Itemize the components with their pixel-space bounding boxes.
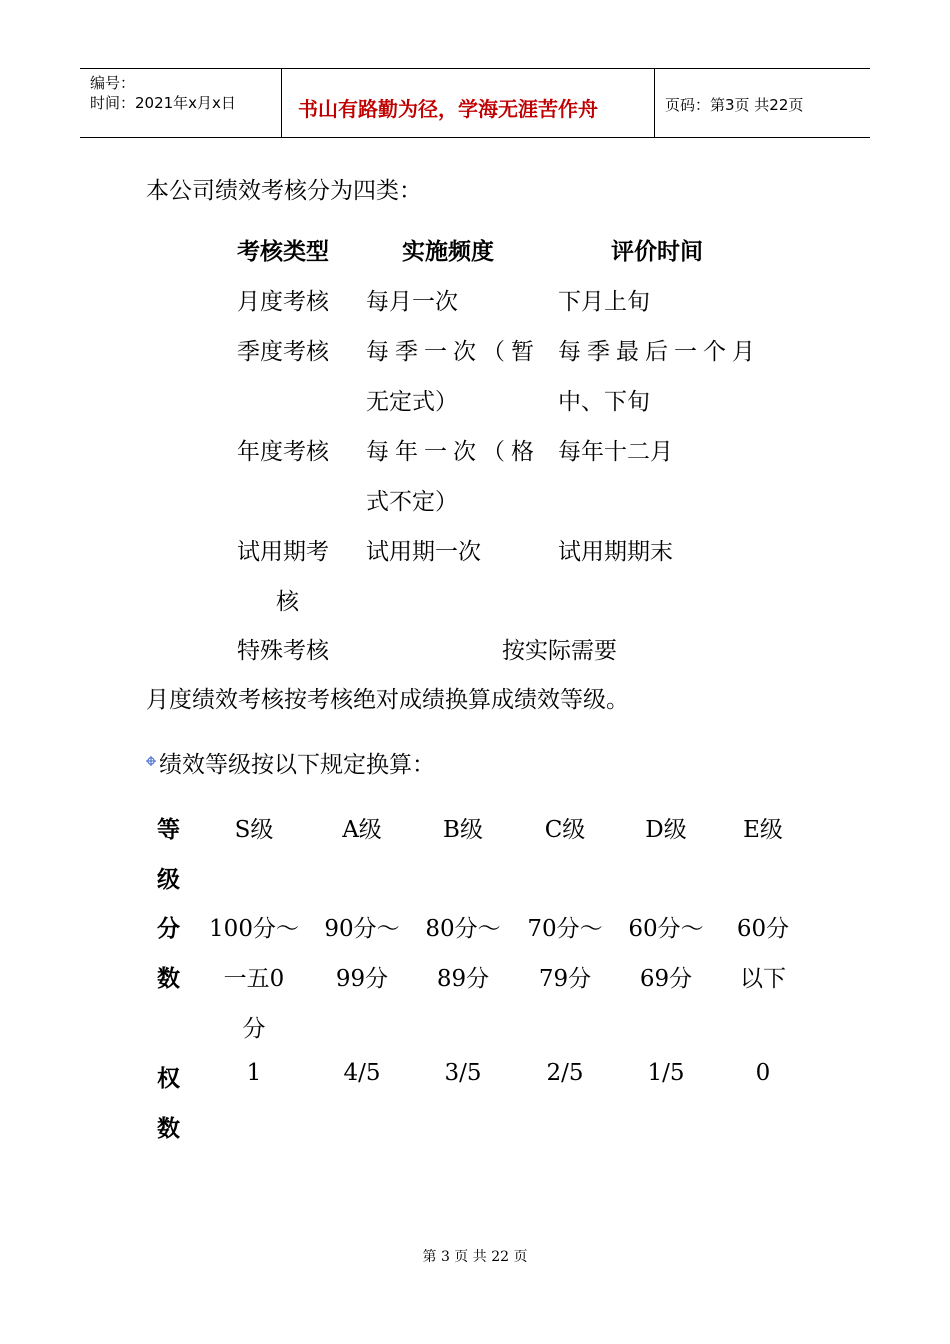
crosshair-bullet-icon <box>146 756 156 766</box>
page-footer: 第 3 页 共 22 页 <box>422 1249 528 1265</box>
score-cell: 分 <box>242 1016 266 1042</box>
grade-cell: A级 <box>342 817 382 843</box>
score-cell: 89分 <box>436 966 490 992</box>
score-cell: 100分～ <box>209 916 299 942</box>
row-frequency: 每年一次（格 <box>366 439 540 465</box>
row-label-score: 分 <box>157 915 180 942</box>
grade-cell: S级 <box>234 817 274 843</box>
row-label-grade: 级 <box>157 866 180 893</box>
row-type: 月度考核 <box>237 289 329 315</box>
row-eval-time: 下月上旬 <box>558 289 650 315</box>
weight-cell: 3/5 <box>444 1060 482 1086</box>
col-header-type: 考核类型 <box>237 238 329 265</box>
weight-cell: 2/5 <box>546 1060 584 1086</box>
header-divider <box>654 69 655 137</box>
row-frequency: 每月一次 <box>366 289 458 315</box>
score-cell: 80分～ <box>425 916 501 942</box>
row-label-weight: 权 <box>157 1065 180 1092</box>
row-type: 特殊考核 <box>237 638 329 664</box>
col-header-frequency: 实施频度 <box>402 238 494 265</box>
score-cell: 69分 <box>639 966 693 992</box>
score-cell: 一五0 <box>223 966 285 992</box>
grade-note: 绩效等级按以下规定换算： <box>159 752 435 778</box>
row-frequency: 每季一次（暂 <box>366 339 540 365</box>
row-frequency: 试用期一次 <box>366 539 481 565</box>
col-header-eval-time: 评价时间 <box>611 238 703 265</box>
monthly-note: 月度绩效考核按考核绝对成绩换算成绩效等级。 <box>146 687 629 713</box>
row-eval-time: 每季最后一个月 <box>558 339 761 365</box>
doc-time-label: 时间：2021年x月x日 <box>90 94 236 112</box>
weight-cell: 4/5 <box>343 1060 381 1086</box>
grade-cell: D级 <box>645 817 687 843</box>
doc-number-label: 编号： <box>90 74 136 92</box>
row-eval-time-cont: 中、下旬 <box>558 389 650 415</box>
row-label-weight: 数 <box>157 1115 180 1142</box>
score-cell: 90分～ <box>324 916 400 942</box>
intro-text: 本公司绩效考核分为四类： <box>146 178 422 204</box>
score-cell: 70分～ <box>527 916 603 942</box>
page-header <box>80 68 870 138</box>
weight-cell: 1/5 <box>647 1060 685 1086</box>
row-label-score: 数 <box>157 965 180 992</box>
header-motto: 书山有路勤为径，学海无涯苦作舟 <box>298 97 598 121</box>
score-cell: 60分 <box>736 916 790 942</box>
weight-cell: 0 <box>755 1060 771 1086</box>
grade-cell: C级 <box>544 817 586 843</box>
row-type: 季度考核 <box>237 339 329 365</box>
row-type: 试用期考 <box>237 539 329 565</box>
score-cell: 60分～ <box>628 916 704 942</box>
score-cell: 99分 <box>335 966 389 992</box>
weight-cell: 1 <box>246 1060 262 1086</box>
row-frequency: 按实际需要 <box>502 638 617 664</box>
grade-cell: B级 <box>443 817 483 843</box>
row-frequency-cont: 无定式） <box>366 389 458 415</box>
row-eval-time: 试用期期末 <box>558 539 673 565</box>
row-type-cont: 核 <box>276 589 299 615</box>
header-divider <box>281 69 282 137</box>
row-frequency-cont: 式不定） <box>366 489 458 515</box>
row-type: 年度考核 <box>237 439 329 465</box>
score-cell: 以下 <box>740 966 786 992</box>
score-cell: 79分 <box>538 966 592 992</box>
page-info: 页码：第3页 共22页 <box>665 96 804 114</box>
row-label-grade: 等 <box>157 816 180 843</box>
grade-cell: E级 <box>743 817 783 843</box>
row-eval-time: 每年十二月 <box>558 439 673 465</box>
